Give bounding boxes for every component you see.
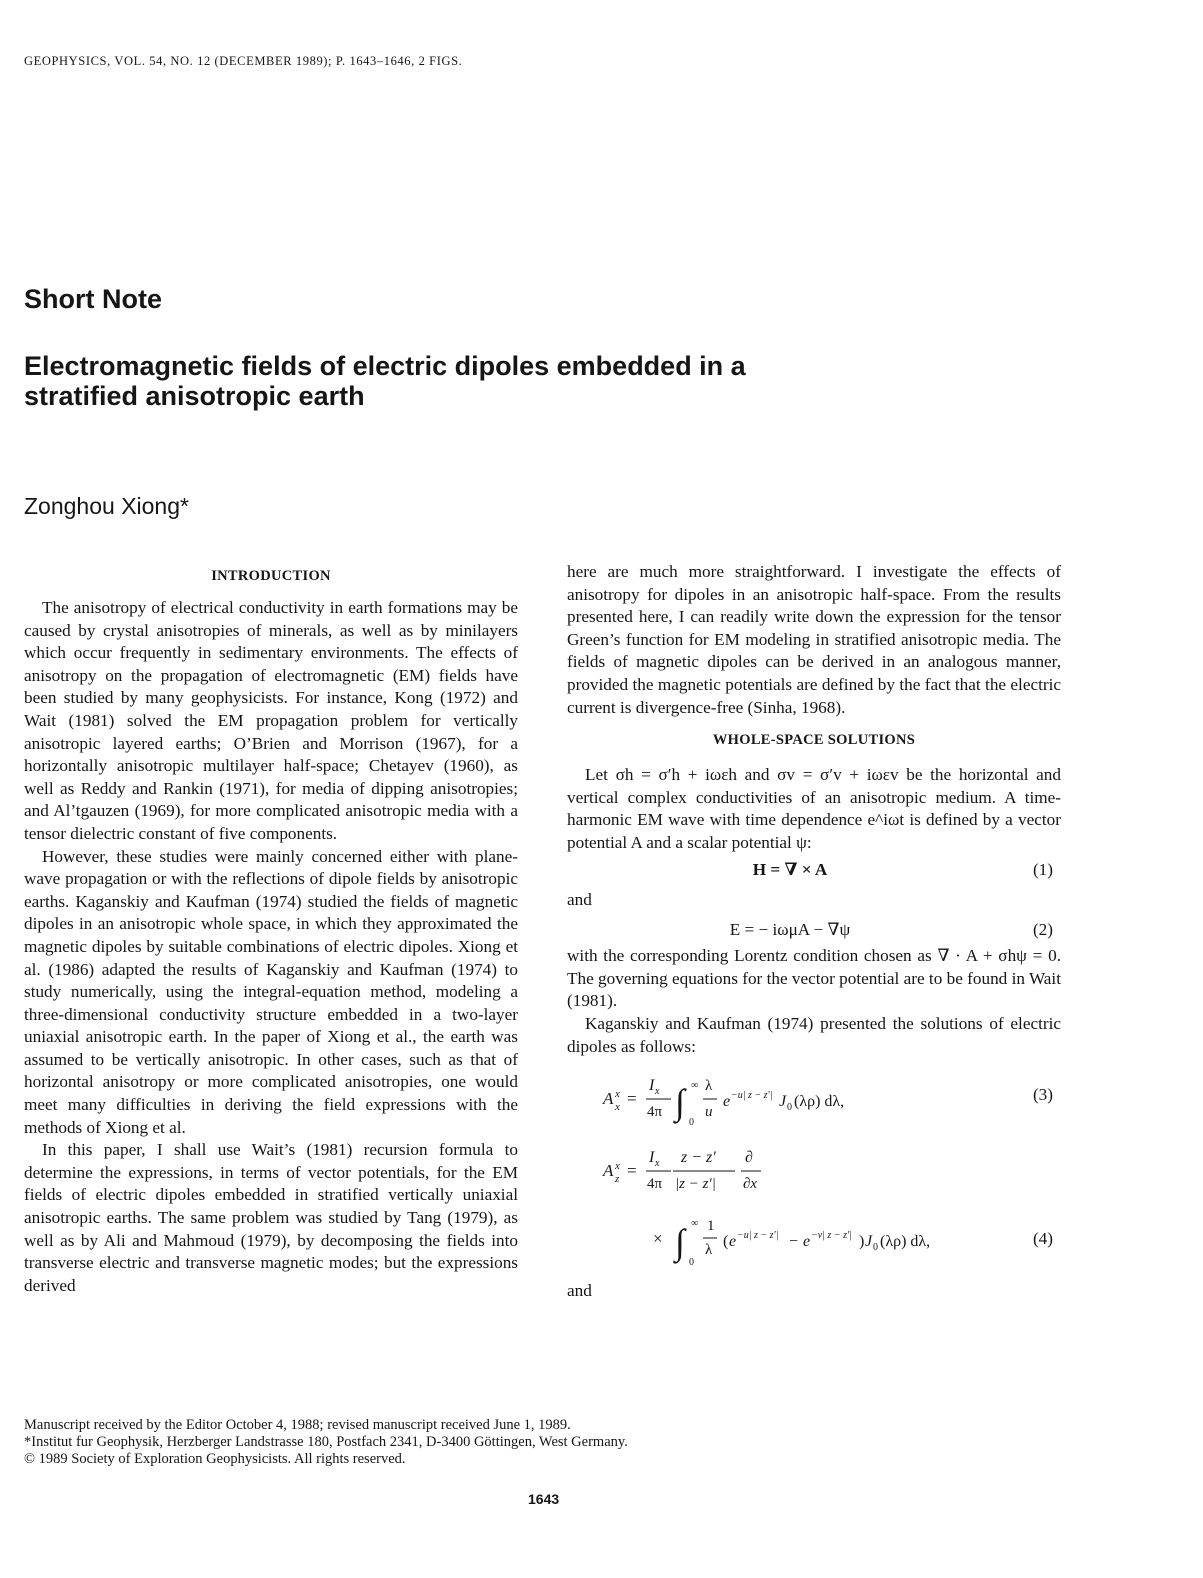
whole-space-paragraph-1: Let σh = σ′h + iωεh and σv = σ′v + iωεv be the horizontal and vertical complex conductivities of an anisotropic medium. A time-harmonic EM wave with time dependence e^iωt is defined by a vector potential A and a scalar potential ψ:: [567, 765, 1061, 852]
svg-text:−u| z − z′|: −u| z − z′|: [737, 1230, 779, 1242]
equation-4-number: (4): [1032, 1229, 1053, 1249]
svg-text:0: 0: [787, 1102, 792, 1114]
equation-4: [567, 1140, 1061, 1270]
svg-text:u: u: [705, 1104, 713, 1121]
svg-text:0: 0: [689, 1117, 694, 1129]
svg-text:∫: ∫: [675, 1082, 685, 1123]
equation-1-body: H = ∇ × A: [752, 859, 828, 879]
equation-4-formula: [567, 1140, 1027, 1270]
svg-text:I: I: [649, 1149, 655, 1167]
svg-text:−: −: [789, 1233, 799, 1251]
svg-text:A: A: [603, 1089, 614, 1109]
svg-text:z: z: [615, 1173, 620, 1186]
intro-continuation: here are much more straightforward. I investigate the effects of anisotropy for dipoles in an anisotropic half-space. From the results presented here, I can readily write down the expression for the tensor Green’s function for EM modeling in stratified anisotropic media. The fields of magnetic dipoles can be derived in an analogous manner, provided the magnetic potentials are defined by the fact that the electric current is divergence-free (Sinha, 1968).: [567, 562, 1061, 717]
svg-text:(: (: [723, 1233, 729, 1251]
svg-text:1: 1: [707, 1218, 715, 1235]
footnote-affiliation: *Institut fur Geophysik, Herzberger Landstrasse 180, Postfach 2341, D-3400 Göttingen, West Germany.: [24, 1434, 628, 1450]
section-kind-label: Short Note: [24, 284, 162, 314]
svg-text:4π: 4π: [647, 1176, 663, 1193]
svg-text:x: x: [655, 1086, 660, 1098]
svg-text:e: e: [729, 1233, 737, 1251]
svg-text:J: J: [865, 1233, 873, 1251]
whole-space-paragraph-2: with the corresponding Lorentz condition chosen as ∇ · A + σhψ = 0. The governing equations for the vector potential are to be found in Wait (1981).: [567, 946, 1061, 1011]
svg-text:|z − z′|: |z − z′|: [675, 1176, 716, 1193]
and-connector-1: and: [567, 889, 592, 909]
introduction-heading: INTRODUCTION: [211, 568, 331, 584]
paper-title: Electromagnetic fields of electric dipoles embedded in a stratified anisotropic earth: [24, 351, 746, 411]
svg-text:z − z′: z − z′: [681, 1149, 716, 1167]
svg-text:∫: ∫: [675, 1222, 685, 1263]
equation-2-body: E = − iωμA − ∇ψ: [729, 920, 851, 940]
svg-text:−u| z − z′|: −u| z − z′|: [731, 1090, 773, 1102]
running-head: GEOPHYSICS, VOL. 54, NO. 12 (DECEMBER 1989); P. 1643–1646, 2 FIGS.: [24, 54, 463, 68]
footnotes: [24, 1417, 824, 1468]
svg-text:∂x: ∂x: [743, 1176, 758, 1193]
equation-3: [567, 1068, 1061, 1130]
svg-text:λ: λ: [705, 1078, 713, 1095]
page-number: 1643: [528, 1491, 560, 1507]
svg-text:0: 0: [689, 1257, 694, 1269]
left-column: [24, 561, 518, 1297]
svg-text:0: 0: [873, 1242, 878, 1254]
svg-text:λ: λ: [705, 1242, 713, 1259]
svg-text:x: x: [615, 1088, 620, 1101]
svg-text:e: e: [723, 1093, 731, 1111]
svg-text:4π: 4π: [647, 1104, 663, 1121]
svg-text:∞: ∞: [691, 1080, 699, 1092]
equation-2: [567, 915, 1061, 945]
author-name: Zonghou Xiong*: [24, 493, 189, 519]
svg-text:(λρ) dλ,: (λρ) dλ,: [880, 1233, 931, 1251]
right-column: [567, 561, 1061, 1307]
whole-space-heading: WHOLE-SPACE SOLUTIONS: [712, 732, 916, 749]
svg-text:∂: ∂: [745, 1149, 753, 1167]
intro-paragraph-3: In this paper, I shall use Wait’s (1981) recursion formula to determine the expressions, in terms of vector potentials, for the EM fields of electric dipoles embedded in stratified vertically uniaxial anisotropic earths. The same problem was studied by Tang (1979), as well as by Ali and Mahmoud (1979), by decomposing the fields into transverse electric and transverse magnetic modes; but the expressions derived: [24, 1140, 518, 1295]
svg-text:x: x: [615, 1101, 620, 1114]
intro-paragraph-2: However, these studies were mainly concerned either with plane-wave propagation or with the reflections of dipole fields by anisotropic earths. Kaganskiy and Kaufman (1974) studied the fields of magnetic dipoles in an anisotropic whole space, in which they approximated the magnetic dipoles by suitable combinations of electric dipoles. Xiong et al. (1986) adapted the results of Kaganskiy and Kaufman (1974) to study numerically, using the integral-equation method, modeling a three-dimensional conductivity structure embedded in a two-layer uniaxial anisotropic earth. In the paper of Xiong et al., the earth was assumed to be vertically anisotropic. In other cases, such as that of horizontal anisotropy or more complicated anisotropies, one would meet many difficulties in deriving the field expressions with the methods of Xiong et al.: [24, 846, 518, 1137]
svg-text:e: e: [803, 1233, 811, 1251]
svg-text:I: I: [649, 1077, 655, 1095]
equation-2-number: (2): [1032, 920, 1053, 940]
svg-text:J: J: [779, 1093, 787, 1111]
intro-paragraph-1: The anisotropy of electrical conductivity in earth formations may be caused by crystal anisotropies of minerals, as well as by minilayers which occur frequently in sedimentary environments. The effects of anisotropy on the propagation of electromagnetic (EM) fields have been studied by many geophysicists. For instance, Kong (1972) and Wait (1981) solved the EM propagation problem for vertically anisotropic layered earths; O’Brien and Morrison (1967), for a horizontally anisotropic multilayer half-space; Chetayev (1960), as well as Reddy and Rankin (1971), for media of dipping anisotropies; and Al’tgauzen (1969), for more complicated anisotropic media with a tensor dielectric constant of five components.: [24, 598, 518, 843]
footnote-manuscript: Manuscript received by the Editor October 4, 1988; revised manuscript received June 1, 1989.: [24, 1417, 571, 1433]
svg-text:−v| z − z′|: −v| z − z′|: [811, 1230, 852, 1242]
svg-text:): ): [859, 1233, 865, 1251]
equation-1: [567, 855, 1061, 885]
and-connector-2: and: [567, 1281, 592, 1301]
equation-3-number: (3): [1032, 1085, 1053, 1105]
svg-text:(λρ) dλ,: (λρ) dλ,: [794, 1093, 845, 1111]
svg-text:A: A: [603, 1161, 614, 1181]
whole-space-paragraph-3: Kaganskiy and Kaufman (1974) presented the solutions of electric dipoles as follows:: [567, 1013, 1061, 1056]
svg-text:×: ×: [653, 1229, 663, 1249]
footnote-copyright: © 1989 Society of Exploration Geophysicists. All rights reserved.: [24, 1451, 406, 1467]
equation-1-number: (1): [1032, 859, 1053, 879]
svg-text:x: x: [655, 1158, 660, 1170]
svg-text:∞: ∞: [691, 1218, 699, 1230]
svg-text:=: =: [627, 1089, 637, 1109]
equation-3-formula: [567, 1068, 987, 1130]
svg-text:x: x: [615, 1160, 620, 1173]
svg-text:=: =: [627, 1161, 637, 1181]
